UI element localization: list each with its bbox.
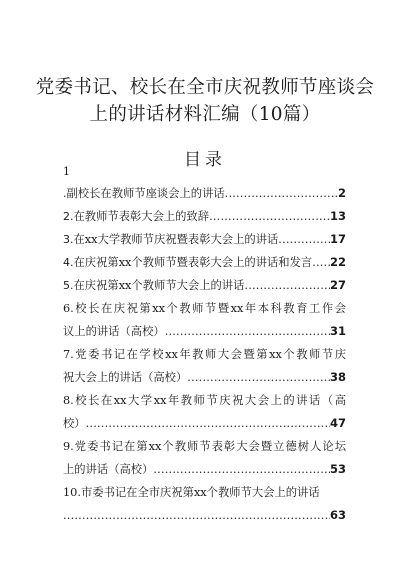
toc-entry-number: 9. xyxy=(63,440,74,453)
toc-entry-5[interactable] xyxy=(63,274,346,297)
toc-entry-text-line1: 校长在xx大学xx年教师节庆祝大会上的讲话（高 xyxy=(73,394,346,407)
toc-entry-7[interactable] xyxy=(63,343,346,389)
toc-entry-number: 3. xyxy=(63,233,74,246)
toc-entry-10[interactable] xyxy=(63,481,346,527)
toc-entry-page: 53 xyxy=(329,462,346,476)
toc-entry-number: 5. xyxy=(63,279,74,292)
toc-entry-page: 31 xyxy=(329,324,346,338)
toc-entry-text-line2: 议上的讲话（高校） xyxy=(63,325,165,338)
title-line-2: 上的讲话材料汇编（10篇） xyxy=(89,104,321,125)
toc-entry-6[interactable] xyxy=(63,297,346,343)
title-line-1: 党委书记、校长在全市庆祝教师节座谈会 xyxy=(35,77,375,98)
toc-entry-text-line2: 祝大会上的讲话（高校） xyxy=(63,371,188,384)
toc-entry-text-line1: 党委书记在学校xx年教师大会暨第xx个教师节庆 xyxy=(73,348,346,361)
toc-entry-9[interactable] xyxy=(63,435,346,481)
toc-entry-page: 38 xyxy=(329,370,346,384)
dot-leader xyxy=(209,205,330,228)
toc-entry-text-line1: 校长在庆祝第xx个教师节暨xx年本科教育工作会 xyxy=(73,302,346,315)
toc-entry-page: 22 xyxy=(329,255,346,269)
dot-leader xyxy=(278,228,330,251)
toc-entry-page: 2 xyxy=(337,186,346,200)
toc-entry-number: . xyxy=(63,187,67,200)
toc-entry-page: 13 xyxy=(329,209,346,223)
toc-entry-text: 在庆祝第xx个教师节暨表彰大会上的讲话和发言 xyxy=(73,256,313,269)
document-title xyxy=(20,74,390,128)
toc-entry-number: 6. xyxy=(63,302,74,315)
toc-entry-text: 在教师节表彰大会上的致辞 xyxy=(73,210,210,223)
dot-leader xyxy=(244,274,330,297)
toc-entry-page: 63 xyxy=(329,508,346,522)
toc-entry-text: 在xx大学教师节庆祝暨表彰大会上的讲话 xyxy=(73,233,279,246)
toc-heading: 目录 xyxy=(184,150,226,170)
toc-entry-3[interactable] xyxy=(63,228,346,251)
toc-entry-2[interactable] xyxy=(63,205,346,228)
dot-leader xyxy=(225,182,338,205)
toc-entry-text-line2: 上的讲话（高校） xyxy=(63,463,154,476)
toc-entry-4[interactable] xyxy=(63,251,346,274)
dot-leader xyxy=(63,504,330,527)
dot-leader xyxy=(153,458,330,481)
toc-entry-text: 副校长在教师节座谈会上的讲话 xyxy=(66,187,225,200)
toc-entry-8[interactable] xyxy=(63,389,346,435)
table-of-contents xyxy=(63,182,346,527)
dot-leader xyxy=(86,412,330,435)
toc-entry-number: 10. xyxy=(63,486,81,499)
toc-entry-number: 8. xyxy=(63,394,74,407)
toc-entry-text-line1: 党委书记在第xx个教师节表彰大会暨立德树人论坛 xyxy=(73,440,346,453)
toc-entry-text-line2: 校） xyxy=(63,417,86,430)
dot-leader xyxy=(187,366,330,389)
toc-entry-page: 47 xyxy=(329,416,346,430)
toc-entry-number: 4. xyxy=(63,256,74,269)
toc-entry-number: 7. xyxy=(63,348,74,361)
page-mark: 1 xyxy=(63,165,70,178)
toc-entry-page: 27 xyxy=(329,278,346,292)
toc-entry-page: 17 xyxy=(329,232,346,246)
toc-entry-1[interactable] xyxy=(63,182,346,205)
toc-entry-text: 在庆祝第xx个教师节大会上的讲话 xyxy=(73,279,245,292)
dot-leader xyxy=(312,251,330,274)
dot-leader xyxy=(165,320,330,343)
toc-entry-number: 2. xyxy=(63,210,74,223)
toc-entry-text-line1: 市委书记在全市庆祝第xx个教师节大会上的讲话 xyxy=(80,486,320,499)
